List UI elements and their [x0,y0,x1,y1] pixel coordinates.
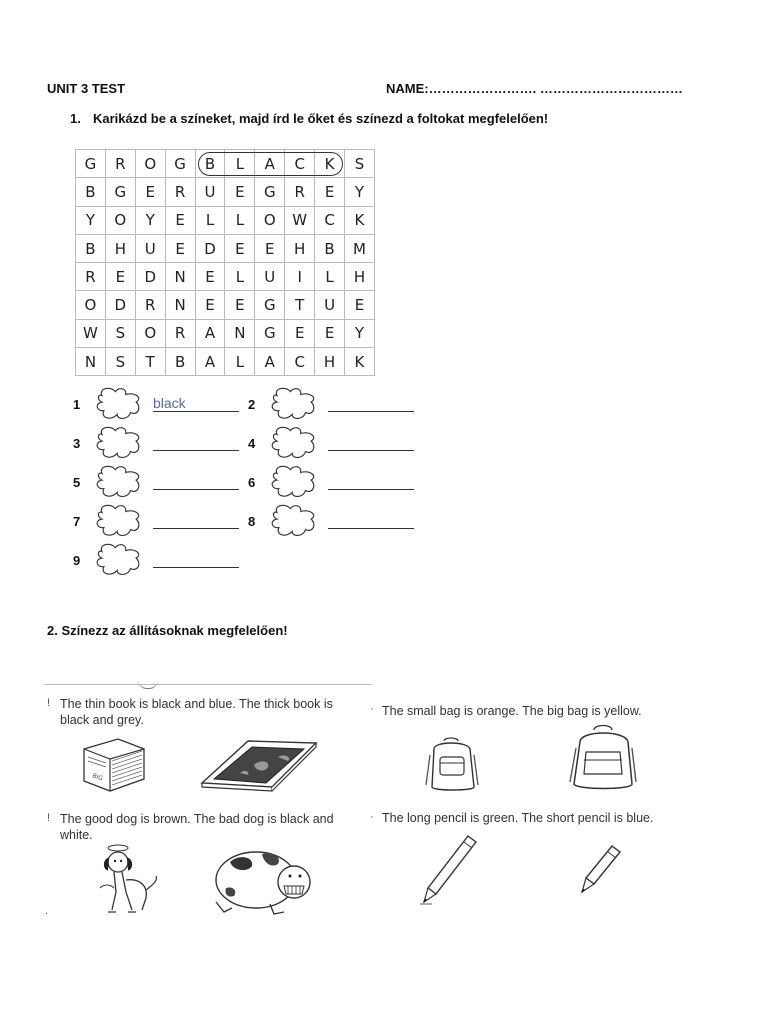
thin-book-image[interactable] [200,735,320,793]
grid-cell[interactable]: E [166,235,196,263]
grid-cell[interactable]: B [76,178,106,206]
grid-cell[interactable]: L [196,207,226,235]
mark-3: ! [47,812,51,824]
grid-cell[interactable]: B [315,235,345,263]
grid-cell[interactable]: H [345,263,375,291]
grid-cell[interactable]: R [106,150,136,178]
grid-cell[interactable]: W [76,320,106,348]
grid-cell[interactable]: R [285,178,315,206]
answer-line[interactable] [153,434,239,451]
grid-cell[interactable]: D [106,291,136,319]
grid-cell[interactable]: M [345,235,375,263]
grid-cell[interactable]: E [225,291,255,319]
grid-cell[interactable]: R [136,291,166,319]
grid-cell[interactable]: E [136,178,166,206]
grid-cell[interactable]: N [76,348,106,376]
grid-cell[interactable]: T [285,291,315,319]
grid-cell[interactable]: K [315,150,345,178]
color-blot-icon[interactable] [268,425,322,461]
grid-cell[interactable]: A [196,320,226,348]
grid-cell[interactable]: S [106,348,136,376]
color-blot-icon[interactable] [93,503,147,539]
task2-instruction: 2. Színezz az állításoknak megfelelően! [47,623,288,638]
color-blot-icon[interactable] [93,542,147,578]
long-pencil-image[interactable] [418,832,480,908]
circled-word-black [198,152,343,176]
svg-text:BIG: BIG [91,772,104,783]
answer-line[interactable]: black [153,395,239,412]
grid-cell[interactable]: G [255,320,285,348]
item-number: 7 [73,514,81,529]
answer-line[interactable] [328,512,414,529]
answer-line[interactable] [328,473,414,490]
item-number: 4 [248,436,256,451]
statement-bags: The small bag is orange. The big bag is yellow. [382,704,642,718]
grid-cell[interactable]: U [255,263,285,291]
color-blot-icon[interactable] [93,425,147,461]
grid-cell[interactable]: A [255,348,285,376]
statement-dogs: The good dog is brown. The bad dog is black and white. [60,812,334,842]
grid-cell[interactable]: A [255,150,285,178]
top-divider [44,684,372,685]
mark-5: . [45,905,49,917]
color-blot-icon[interactable] [268,503,322,539]
item-number: 3 [73,436,81,451]
grid-cell[interactable]: C [285,348,315,376]
grid-cell[interactable]: E [225,178,255,206]
grid-cell[interactable]: E [196,263,226,291]
grid-cell[interactable]: W [285,207,315,235]
grid-cell[interactable]: D [196,235,226,263]
grid-cell[interactable]: E [255,235,285,263]
cut-image-fragment [138,680,158,689]
grid-cell[interactable]: B [196,150,226,178]
mark-4: · [370,811,374,823]
grid-cell[interactable]: B [166,348,196,376]
grid-cell[interactable]: Y [345,320,375,348]
grid-cell[interactable]: E [285,320,315,348]
grid-cell[interactable]: C [315,207,345,235]
grid-cell[interactable]: G [255,178,285,206]
answer-line[interactable] [153,551,239,568]
word-search-grid[interactable] [75,149,375,376]
statement-books: The thin book is black and blue. The thick book is black and grey. [60,697,333,727]
grid-cell[interactable]: Y [136,207,166,235]
grid-cell[interactable]: N [166,263,196,291]
grid-cell[interactable]: L [225,207,255,235]
grid-cell[interactable]: E [106,263,136,291]
grid-cell[interactable]: G [106,178,136,206]
grid-cell[interactable]: C [285,150,315,178]
item-number: 5 [73,475,81,490]
grid-cell[interactable]: E [315,178,345,206]
grid-cell[interactable]: L [225,150,255,178]
task1-number: 1. [70,111,81,126]
big-bag-image[interactable] [568,722,638,794]
grid-cell[interactable]: S [106,320,136,348]
mark-1: ! [47,697,51,709]
grid-cell[interactable]: O [106,207,136,235]
grid-cell[interactable]: R [166,320,196,348]
grid-cell[interactable]: H [315,348,345,376]
answer-line[interactable] [328,434,414,451]
name-field[interactable]: NAME:……………………. …………………………… [386,81,683,96]
grid-cell[interactable]: E [166,207,196,235]
grid-cell[interactable]: U [196,178,226,206]
grid-cell[interactable]: B [76,235,106,263]
grid-cell[interactable]: D [136,263,166,291]
task1-instruction: Karikázd be a színeket, majd írd le őket és színezd a foltokat megfelelően! [93,111,549,126]
grid-cell[interactable]: E [196,291,226,319]
grid-cell[interactable]: R [76,263,106,291]
grid-cell[interactable]: T [136,348,166,376]
answer-line[interactable] [153,473,239,490]
item-number: 6 [248,475,256,490]
grid-cell[interactable]: Y [345,178,375,206]
unit-title: UNIT 3 TEST [47,81,126,96]
grid-cell[interactable]: L [225,263,255,291]
mark-2: · [370,703,374,715]
grid-cell[interactable]: H [106,235,136,263]
grid-cell[interactable]: G [166,150,196,178]
item-number: 9 [73,553,81,568]
statement-pencils: The long pencil is green. The short pencil is blue. [382,811,654,825]
grid-cell[interactable]: G [76,150,106,178]
grid-cell[interactable]: K [345,207,375,235]
color-blot-icon[interactable] [268,464,322,500]
grid-cell[interactable]: N [166,291,196,319]
grid-cell[interactable]: L [225,348,255,376]
thick-book-image[interactable] [78,735,150,793]
grid-cell[interactable]: I [285,263,315,291]
grid-cell[interactable]: G [255,291,285,319]
grid-cell[interactable]: O [136,320,166,348]
item-number: 2 [248,397,256,412]
grid-cell[interactable]: U [136,235,166,263]
short-pencil-image[interactable] [578,842,624,898]
answer-line[interactable] [153,512,239,529]
grid-cell[interactable]: A [196,348,226,376]
grid-cell[interactable]: K [345,348,375,376]
color-blot-icon[interactable] [93,386,147,422]
grid-cell[interactable]: N [225,320,255,348]
grid-cell[interactable]: E [225,235,255,263]
color-blot-icon[interactable] [93,464,147,500]
grid-cell[interactable]: E [315,320,345,348]
grid-cell[interactable]: O [255,207,285,235]
color-blot-icon[interactable] [268,386,322,422]
grid-cell[interactable]: O [76,291,106,319]
grid-cell[interactable]: O [136,150,166,178]
item-number: 1 [73,397,81,412]
good-dog-image[interactable] [88,840,164,918]
grid-cell[interactable]: L [315,263,345,291]
grid-cell[interactable]: S [345,150,375,178]
grid-cell[interactable]: E [345,291,375,319]
grid-cell[interactable]: U [315,291,345,319]
grid-cell[interactable]: H [285,235,315,263]
small-bag-image[interactable] [424,735,480,795]
item-number: 8 [248,514,256,529]
grid-cell[interactable]: R [166,178,196,206]
grid-cell[interactable]: Y [76,207,106,235]
bad-dog-image[interactable] [210,842,320,918]
answer-line[interactable] [328,395,414,412]
